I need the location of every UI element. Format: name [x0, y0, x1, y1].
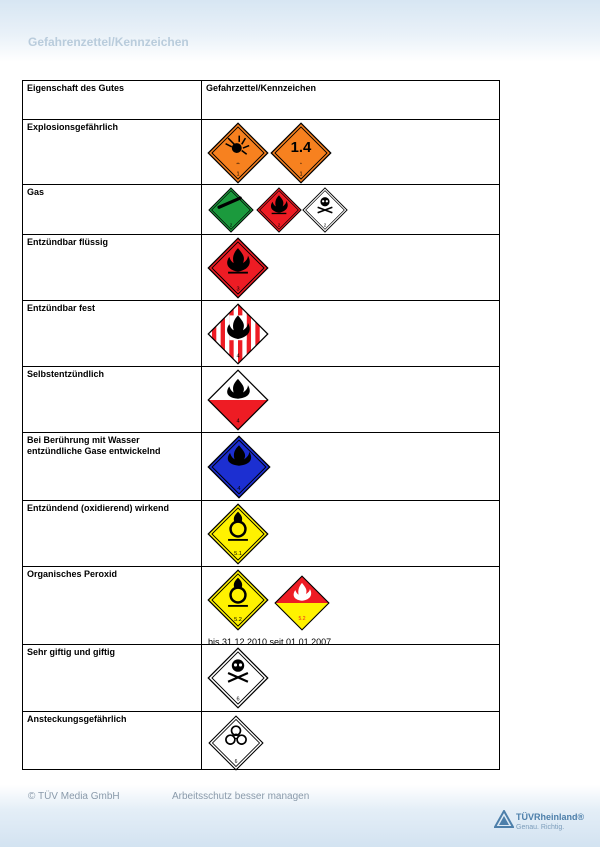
- peroxide-validity-note: bis 31.12.2010 seit 01.01.2007: [208, 637, 332, 647]
- explosive-bomb-icon: [207, 122, 269, 184]
- table-row: [23, 711, 499, 769]
- footer-slogan: Arbeitsschutz besser managen: [172, 791, 310, 802]
- flame-icon: [256, 187, 302, 233]
- placard-number: 1: [299, 171, 303, 178]
- oxidizer-flame-icon: [207, 503, 269, 565]
- label-cell: [202, 501, 499, 566]
- label-cell: [202, 301, 499, 366]
- placard-number: 1: [236, 171, 240, 178]
- row-label: Entzündend (oxidierend) wirkend: [27, 503, 170, 513]
- label-cell: [202, 567, 499, 647]
- tuv-brand-claim: Genau. Richtig.: [516, 824, 565, 831]
- table-row: [23, 119, 499, 184]
- gas-cylinder-icon: [208, 187, 254, 233]
- table-row: [23, 184, 499, 234]
- label-cell: [202, 712, 499, 769]
- row-label: Entzündbar fest: [27, 303, 96, 313]
- placard-number: 4: [236, 353, 240, 360]
- svg-text:**: **: [236, 161, 240, 167]
- row-label: Sehr giftig und giftig: [27, 647, 115, 657]
- flame-stripes-icon: [207, 303, 269, 365]
- table-row: [23, 432, 499, 500]
- column-header-property: Eigenschaft des Gutes: [27, 83, 125, 93]
- label-cell: [202, 120, 499, 184]
- flame-icon: [207, 237, 269, 299]
- placard-number: 2: [277, 222, 281, 228]
- label-cell: [202, 235, 499, 300]
- column-header-label: Gefahrzettel/Kennzeichen: [206, 83, 317, 93]
- tuv-triangle-logo-icon: [494, 810, 514, 828]
- placard-number: 5.2: [234, 617, 242, 624]
- table-row: [23, 566, 499, 647]
- peroxide-flame-icon: [274, 575, 330, 631]
- placard-number: 3: [236, 286, 240, 293]
- label-cell: [202, 645, 499, 711]
- placard-number: 5.2: [298, 615, 306, 622]
- row-label: Bei Berührung mit Wasser entzündliche Gase entwickelnd: [27, 435, 161, 456]
- table-row: [23, 234, 499, 300]
- row-label: Ansteckungsgefährlich: [27, 714, 127, 724]
- hazard-label-table: [22, 80, 500, 770]
- svg-text:*: *: [300, 161, 302, 167]
- skull-icon: [302, 187, 348, 233]
- placard-number: 5.1: [234, 551, 242, 558]
- label-cell: [202, 433, 499, 500]
- row-label: Explosionsgefährlich: [27, 122, 119, 132]
- tuv-brand-name: TÜVRheinland®: [516, 812, 585, 822]
- table-row: [23, 300, 499, 366]
- label-cell: [202, 367, 499, 432]
- header-band: [0, 0, 600, 62]
- skull-icon: [207, 647, 269, 709]
- explosive-1-4-icon: [270, 122, 332, 184]
- placard-number: 4: [237, 486, 241, 493]
- row-label: Selbstentzündlich: [27, 369, 105, 379]
- footer-copyright: © TÜV Media GmbH: [28, 791, 120, 802]
- oxidizer-flame-icon: [207, 569, 269, 631]
- placard-number: 2: [229, 222, 233, 228]
- table-row: [23, 644, 499, 711]
- placard-division-text: 1.4: [290, 139, 312, 156]
- placard-number: 6: [236, 696, 240, 703]
- row-label: Entzündbar flüssig: [27, 237, 108, 247]
- placard-number: 2: [323, 222, 327, 228]
- table-header-row: [23, 81, 499, 119]
- label-cell: [202, 185, 499, 234]
- placard-number: 4: [236, 418, 240, 425]
- flame-blue-icon: [207, 435, 271, 499]
- row-label: Organisches Peroxid: [27, 569, 118, 579]
- biohazard-icon: [208, 715, 264, 771]
- table-row: [23, 500, 499, 566]
- page-title: Gefahrenzettel/Kennzeichen: [28, 35, 189, 49]
- row-label: Gas: [27, 187, 45, 197]
- table-row: [23, 366, 499, 432]
- flame-half-red-icon: [207, 369, 269, 431]
- placard-number: 6: [234, 759, 238, 766]
